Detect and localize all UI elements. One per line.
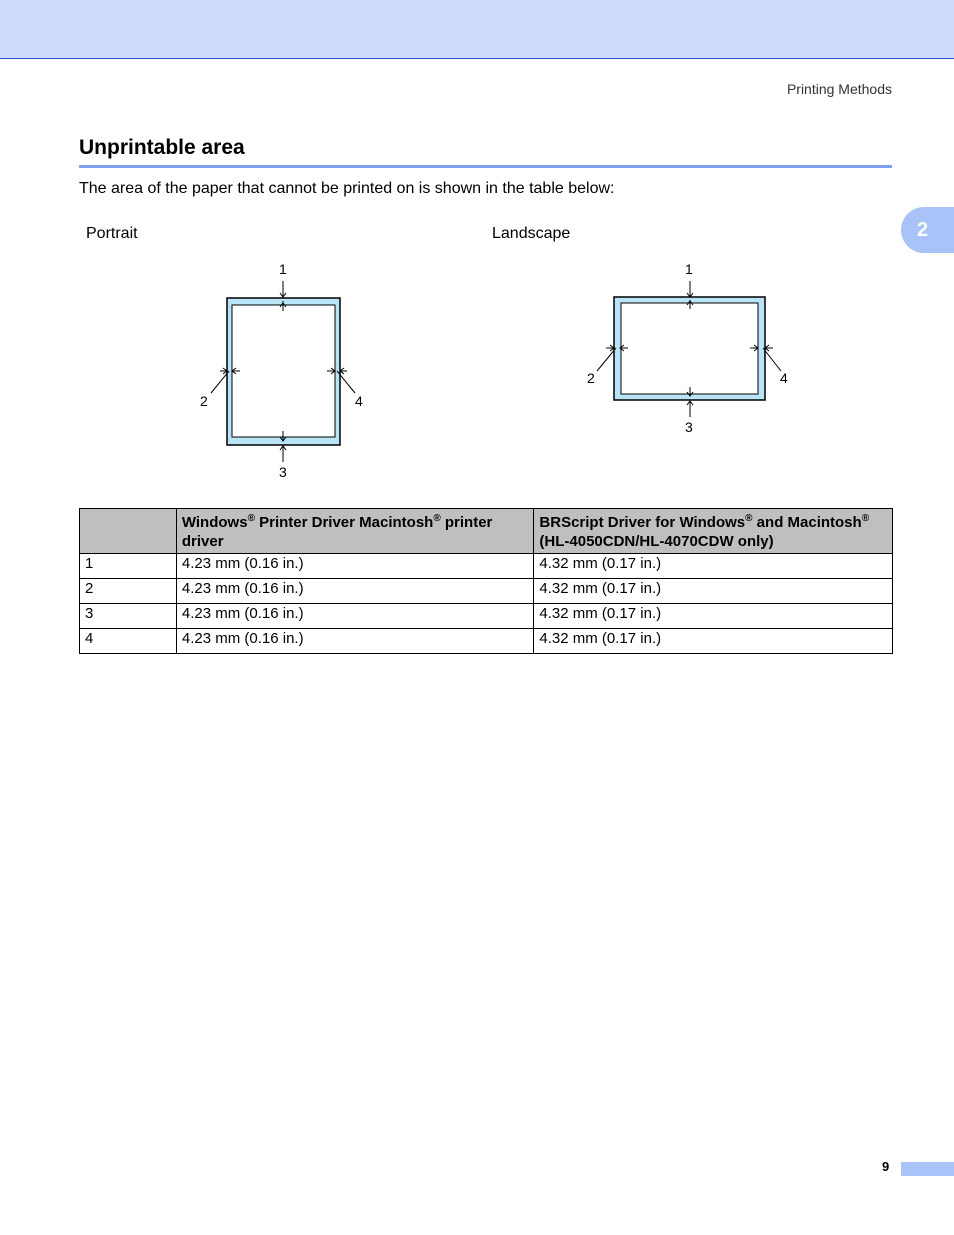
portrait-label: Portrait <box>86 225 138 242</box>
table-header-windows-driver: Windows® Printer Driver Macintosh® printer driver <box>176 509 534 554</box>
table-row <box>80 579 893 604</box>
portrait-callout-2: 2 <box>200 393 208 409</box>
table-cell-brscript: 4.32 mm (0.17 in.) <box>534 554 893 579</box>
section-title: Unprintable area <box>79 136 245 159</box>
landscape-label: Landscape <box>492 225 571 242</box>
table-cell-windows: 4.23 mm (0.16 in.) <box>176 554 534 579</box>
table-header-blank <box>80 509 177 554</box>
landscape-callout-4: 4 <box>780 370 788 386</box>
page-number: 9 <box>882 1159 890 1174</box>
table-cell-brscript: 4.32 mm (0.17 in.) <box>534 579 893 604</box>
chapter-tab[interactable]: 2 <box>901 207 954 253</box>
landscape-callout-2: 2 <box>587 370 595 386</box>
table-row <box>80 604 893 629</box>
portrait-callout-1: 1 <box>279 261 287 277</box>
portrait-callout-4: 4 <box>355 393 363 409</box>
table-cell-brscript: 4.32 mm (0.17 in.) <box>534 604 893 629</box>
table-cell-edge: 2 <box>80 579 177 604</box>
running-head: Printing Methods <box>786 81 892 97</box>
table-cell-windows: 4.23 mm (0.16 in.) <box>176 579 534 604</box>
landscape-callout-1: 1 <box>685 261 693 277</box>
table-cell-edge: 3 <box>80 604 177 629</box>
table-cell-brscript: 4.32 mm (0.17 in.) <box>534 629 893 654</box>
table-row <box>80 629 893 654</box>
landscape-callout-3: 3 <box>685 419 693 435</box>
portrait-callout-3: 3 <box>279 464 287 480</box>
landscape-printable-area <box>621 303 758 394</box>
table-cell-edge: 4 <box>80 629 177 654</box>
unprintable-area-table <box>79 508 893 654</box>
table-header-brscript-driver: BRScript Driver for Windows® and Macintosh® (HL-4050CDN/HL-4070CDW only) <box>534 509 893 554</box>
intro-text: The area of the paper that cannot be printed on is shown in the table below: <box>79 180 615 197</box>
table-cell-windows: 4.23 mm (0.16 in.) <box>176 604 534 629</box>
page-number-bar <box>901 1162 954 1176</box>
table-cell-edge: 1 <box>80 554 177 579</box>
table-cell-windows: 4.23 mm (0.16 in.) <box>176 629 534 654</box>
landscape-diagram <box>0 0 954 500</box>
table-header-row <box>80 509 893 554</box>
table-row <box>80 554 893 579</box>
